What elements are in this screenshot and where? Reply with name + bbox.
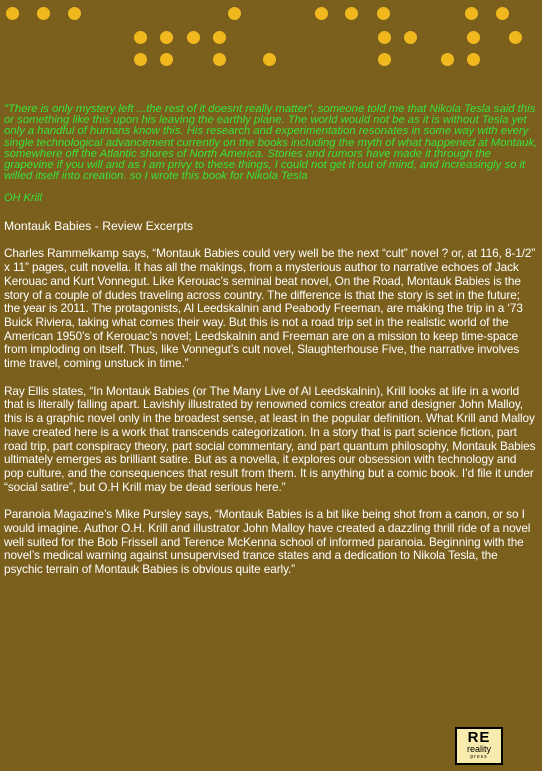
decorative-dot — [160, 53, 173, 66]
decorative-dot — [160, 31, 173, 44]
decorative-dot — [465, 7, 478, 20]
decorative-dot — [345, 7, 358, 20]
decorative-dot — [404, 31, 417, 44]
dot-pattern-header — [0, 0, 542, 75]
decorative-dot — [467, 31, 480, 44]
quote-signature: OH Krill — [4, 192, 42, 205]
decorative-dot — [467, 53, 480, 66]
review-ellis: Ray Ellis states, “In Montauk Babies (or The Many Live of Al Leedskalnin), Krill looks at life in a world that is literally falling apart. Lavishly illustrated by renowned comics creator and designer John Malloy, this is a graphic novel only in the broadest sense, at least in the popular definition. What Krill and Malloy have created here is a work that transcends categorization. In a story that is part science fiction, part road trip, part conspiracy theory, part social commentary, and part quantum philosophy, Montauk Babies ultimately emerges as brilliant satire. But as a novella, it explores our obsession with technology and pop culture, and the consequences that result from them. It is anything but a comic book. I’d file it under “social satire”, but O.H Krill may be dead serious here.” — [4, 383, 536, 494]
decorative-dot — [378, 31, 391, 44]
decorative-dot — [187, 31, 200, 44]
logo-sub: press — [470, 754, 488, 760]
main-content — [4, 104, 538, 577]
decorative-dot — [213, 53, 226, 66]
decorative-dot — [509, 31, 522, 44]
decorative-dot — [134, 53, 147, 66]
decorative-dot — [134, 31, 147, 44]
decorative-dot — [37, 7, 50, 20]
decorative-dot — [263, 53, 276, 66]
decorative-dot — [213, 31, 226, 44]
decorative-dot — [496, 7, 509, 20]
decorative-dot — [228, 7, 241, 20]
review-rammelkamp: Charles Rammelkamp says, “Montauk Babies could very well be the next “cult” novel ? or, at 116, 8-1/2” x 11” pages, cult novella. It has all the makings, from a mysterious author to narrative echoes of Jack Kerouac and Kurt Vonnegut. Like Kerouac’s seminal beat novel, On the Road, Montauk Babies is the story of a couple of dudes traveling across country. The difference is that the story is set in the future; the year is 2011. The protagonists, Al Leedskalnin and Peabody Freeman, are making the trip in a ‘73 Buick Riviera, taking what comes their way. But this is not a road trip set in the realistic world of the American 1950’s of Kerouac’s novel; Leedskalnin and Freeman are on a mission to keep time-space from imploding on itself. Thus, like Vonnegut’s cult novel, Slaughterhouse Five, the narrative involves time travel, coming unstuck in time.” — [4, 246, 536, 371]
logo-word: reality — [466, 744, 491, 754]
decorative-dot — [68, 7, 81, 20]
logo-mark: RE — [467, 729, 491, 746]
review-pursley: Paranoia Magazine’s Mike Pursley says, “Montauk Babies is a bit like being shot from a canon, or so I would imagine. Author O.H. Krill and illustrator John Malloy have created a dazzling thrill ride of a novel well suited for the Bob Frissell and Terence McKenna school of informed paranoia. Beginning with the novel’s medical warning against unsupervised trance states and a dedication to Nikola Tesla, the psychic terrain of Montauk Babies is obvious quite early.” — [4, 507, 531, 577]
decorative-dot — [441, 53, 454, 66]
reviews-heading: Montauk Babies - Review Excerpts — [4, 219, 193, 234]
decorative-dot — [377, 7, 390, 20]
tesla-quote: "There is only mystery left ...the rest of it doesnt really matter", someone told me that Nikola Tesla said this or something like this upon his leaving the earthly plane. The world would not be as it is without Tesla yet only a handful of humans know this. His research and experimentation resonates in some way with every single technological advancement currently on the books including the myth of what happened at Montauk, somewhere off the Atlantic shores of North America. Stories and rumors have made it through the grapevine if you will and as I am privy to these things, I could not get it out of mind, and increasingly so it willed itself into creation. so I wrote this book for Nikola Tesla — [4, 103, 538, 183]
decorative-dot — [315, 7, 328, 20]
decorative-dot — [6, 7, 19, 20]
decorative-dot — [378, 53, 391, 66]
reality-press-logo — [455, 727, 503, 765]
